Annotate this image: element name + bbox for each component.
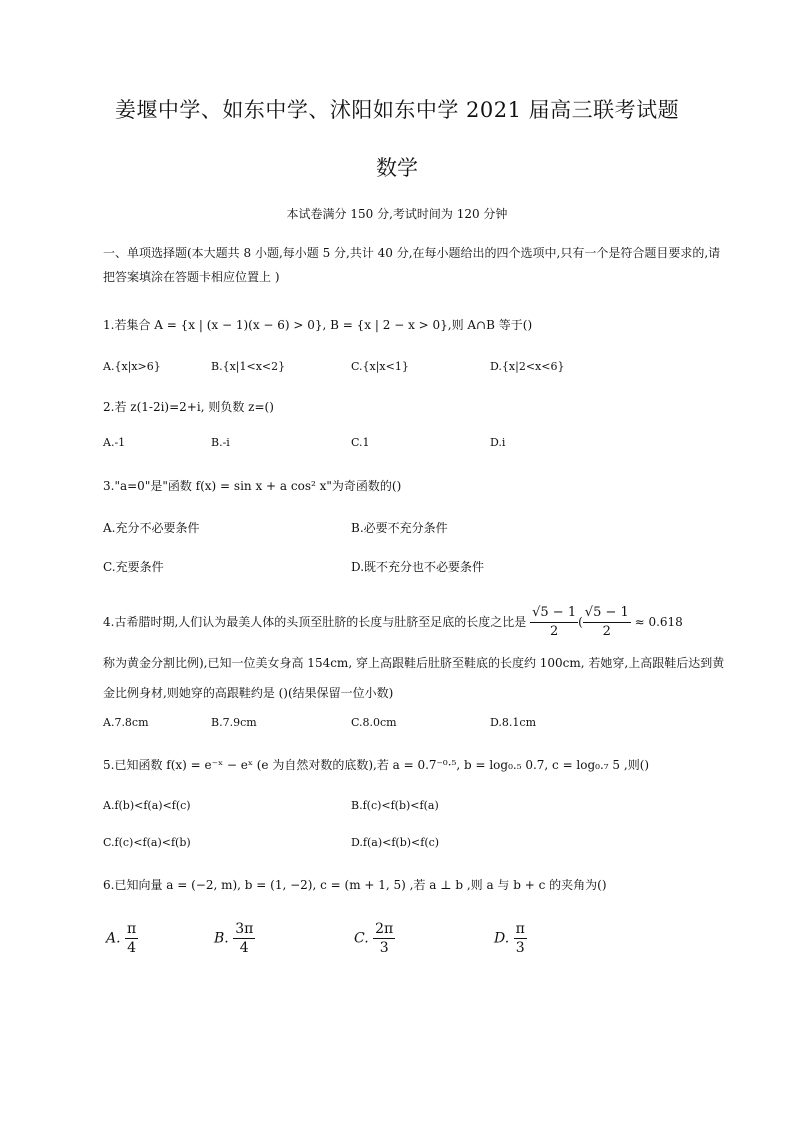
q6-option-b-fraction <box>233 920 255 957</box>
q6-d-den: 3 <box>515 940 525 956</box>
q4-option-a: A.7.8cm <box>103 716 149 729</box>
q2-option-c: C.1 <box>351 436 370 449</box>
q2-option-a: A.-1 <box>103 436 126 449</box>
q5-option-d: D.f(a)<f(b)<f(c) <box>351 836 440 849</box>
q3-option-c: C.充要条件 <box>103 560 164 574</box>
q6-a-den: 4 <box>127 940 137 956</box>
question-6: 6.已知向量 a = (−2, m), b = (1, −2), c = (m + 1, 5) ,若 a ⊥ b ,则 a 与 b + c 的夹角为() <box>103 878 607 892</box>
q6-c-num: 2π <box>375 921 394 937</box>
q3-option-a: A.充分不必要条件 <box>103 521 200 535</box>
q6-option-c-fraction <box>373 920 395 957</box>
ratio-numerator: √5 − 1 <box>530 604 578 623</box>
q3-option-b: B.必要不充分条件 <box>351 521 448 535</box>
q6-option-d-label: D. <box>494 930 510 947</box>
q6-a-num: π <box>127 921 137 937</box>
q6-b-num: 3π <box>235 921 254 937</box>
q4-option-c: C.8.0cm <box>351 716 397 729</box>
q6-option-d <box>494 920 527 957</box>
q6-option-a-label: A. <box>106 930 121 947</box>
q4-option-d: D.8.1cm <box>490 716 537 729</box>
q3-option-d: D.既不充分也不必要条件 <box>351 560 485 574</box>
q6-option-a <box>106 920 138 957</box>
q6-option-b-label: B. <box>214 930 229 947</box>
q6-option-c-label: C. <box>354 930 369 947</box>
exam-info: 本试卷满分 150 分,考试时间为 120 分钟 <box>286 207 508 221</box>
q1-option-a: A.{x|x>6} <box>103 360 161 373</box>
q6-d-num: π <box>515 921 525 937</box>
golden-ratio-fraction-2 <box>583 604 631 641</box>
q4-lead: 4.古希腊时期,人们认为最美人体的头顶至肚脐的长度与肚脐至足底的长度之比是 <box>103 615 527 629</box>
exam-title: 姜堰中学、如东中学、沭阳如东中学 2021 届高三联考试题 <box>114 98 680 122</box>
question-5: 5.已知函数 f(x) = e⁻ˣ − eˣ (e 为自然对数的底数),若 a = 0.7⁻⁰·⁵, b = log₀.₅ 0.7, c = log₀.₇ 5 ,则() <box>103 758 650 772</box>
question-4: 4.古希腊时期,人们认为最美人体的头顶至肚脐的长度与肚脐至足底的长度之比是 $\frac{√5 - 1}{2}$ ( $\frac{√5 - 1}{2}$ ≈ 0.618 <box>103 605 683 639</box>
q4-option-b: B.7.9cm <box>211 716 257 729</box>
q6-option-d-fraction <box>514 920 527 957</box>
q1-option-b: B.{x|1<x<2} <box>211 360 286 373</box>
q6-c-den: 3 <box>379 940 389 956</box>
subject-title: 数学 <box>376 156 418 180</box>
question-2: 2.若 z(1-2i)=2+i, 则负数 z=() <box>103 400 274 414</box>
question-3: 3."a=0"是"函数 f(x) = sin x + a cos² x"为奇函数的() <box>103 479 402 493</box>
q2-option-b: B.-i <box>211 436 230 449</box>
q5-option-b: B.f(c)<f(b)<f(a) <box>351 799 439 812</box>
q6-b-den: 4 <box>239 940 249 956</box>
q2-option-d: D.i <box>490 436 506 449</box>
ratio-denominator-2: 2 <box>602 624 611 639</box>
q1-option-c: C.{x|x<1} <box>351 360 409 373</box>
q6-option-a-fraction <box>125 920 138 957</box>
ratio-numerator-2: √5 − 1 <box>583 604 631 623</box>
q6-option-c <box>354 920 395 957</box>
section-instructions: 一、单项选择题(本大题共 8 小题,每小题 5 分,共计 40 分,在每小题给出的四个选项中,只有一个是符合题目要求的,请把答案填涂在答题卡相应位置上 ) <box>103 246 721 284</box>
q6-option-b <box>214 920 255 957</box>
q1-option-d: D.{x|2<x<6} <box>490 360 565 373</box>
question-1: 1.若集合 A = {x | (x − 1)(x − 6) > 0}, B = {x | 2 − x > 0},则 A∩B 等于() <box>103 318 533 332</box>
q5-option-c: C.f(c)<f(a)<f(b) <box>103 836 191 849</box>
question-4-rest: 称为黄金分割比例),已知一位美女身高 154cm, 穿上高跟鞋后肚脐至鞋底的长度约 100cm, 若她穿,上高跟鞋后达到黄金比例身材,则她穿的高跟鞋约是 ()(结果保留一位小数) <box>103 656 725 700</box>
approx-value: ≈ 0.618 <box>634 615 683 629</box>
ratio-denominator: 2 <box>549 624 559 639</box>
q5-option-a: A.f(b)<f(a)<f(c) <box>103 799 191 812</box>
golden-ratio-fraction <box>530 604 578 641</box>
